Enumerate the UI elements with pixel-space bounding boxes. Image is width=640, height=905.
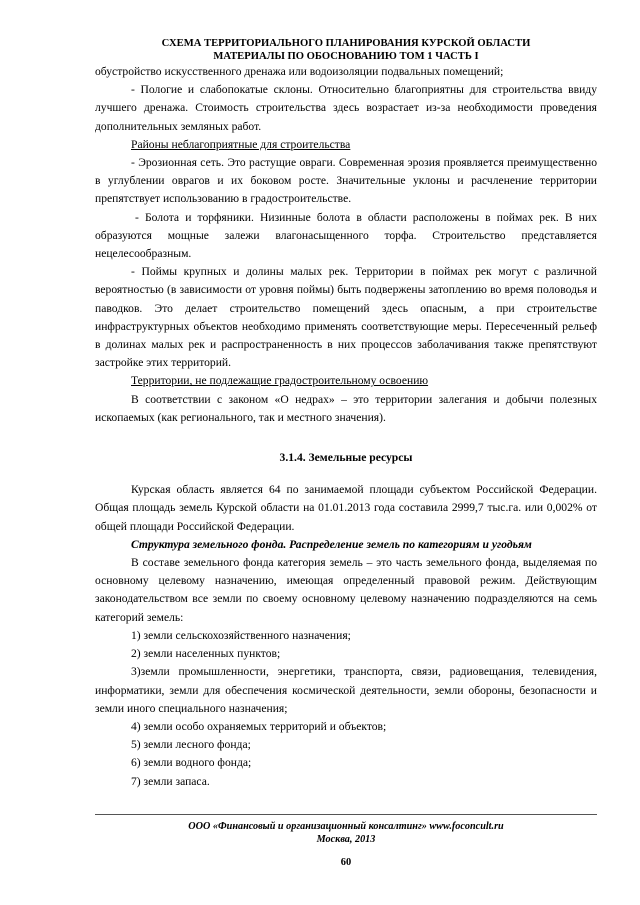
- subheading-structure: Структура земельного фонда. Распределение земель по категориям и угодьям: [131, 537, 532, 551]
- footer-city-year: Москва, 2013: [316, 834, 376, 845]
- section-title: 3.1.4. Земельные ресурсы: [279, 451, 413, 465]
- paragraph: - Поймы крупных и долины малых рек. Территории в поймах рек могут с различной вероятностью (в зависимости от уровня поймы) быть подвержены затоплению во время половодья и паводков. Это делает строительство помещений здесь опасным, а при строительстве инфраструктурных объектов необходимо применять соответствующие меры. Пересеченный рельеф в долинах малых рек и распространенность в них процессов заболачивания также препятствуют застройке этих территорий.: [95, 265, 597, 370]
- list-item: 2) земли населенных пунктов;: [131, 647, 281, 661]
- paragraph: - Эрозионная сеть. Это растущие овраги. Современная эрозия проявляется преимущественно в углублении оврагов и их боковом росте. Значительные уклоны и расчленение территории препятствует использованию в градостроительстве.: [95, 156, 597, 206]
- paragraph: В соответствии с законом «О недрах» – это территории залегания и добычи полезных ископаемых (как регионального, так и местного значения).: [95, 392, 597, 424]
- page-footer: [95, 820, 597, 846]
- list-item: 4) земли особо охраняемых территорий и объектов;: [131, 719, 387, 733]
- paragraph: - Пологие и слабопокатые склоны. Относительно благоприятны для строительства ввиду лучшего дренажа. Стоимость строительства здесь возрастает из-за необходимости проведения дополнительных земляных работ.: [95, 83, 597, 133]
- page-body: [95, 63, 597, 791]
- list-item: 3)земли промышленности, энергетики, транспорта, связи, радиовещания, телевидения, информатики, земли для обеспечения космической деятельности, земли обороны, безопасности и земли иного специального назначения;: [95, 665, 597, 715]
- paragraph: Курская область является 64 по занимаемой площади субъектом Российской Федерации. Общая площадь земель Курской области на 01.01.2013 года составила 2999,7 тыс.га. или 0,002% от общей площади Российской Федерации.: [95, 483, 597, 533]
- footer-divider: [95, 814, 597, 815]
- subheading-not-subject: Территории, не подлежащие градостроительному освоению: [131, 374, 429, 388]
- subheading-unfavorable: Районы неблагоприятные для строительства: [131, 137, 351, 151]
- footer-company: ООО «Финансовый и организационный консалтинг» www.foconcult.ru: [188, 821, 504, 832]
- list-item: 5) земли лесного фонда;: [131, 738, 251, 752]
- list-item: 7) земли запаса.: [131, 774, 210, 788]
- header-title: СХЕМА ТЕРРИТОРИАЛЬНОГО ПЛАНИРОВАНИЯ КУРСКОЙ ОБЛАСТИ: [161, 38, 531, 49]
- header-subtitle: МАТЕРИАЛЫ ПО ОБОСНОВАНИЮ ТОМ 1 ЧАСТЬ I: [213, 50, 479, 62]
- list-item: 6) земли водного фонда;: [131, 756, 252, 770]
- page-header: [95, 38, 597, 63]
- paragraph: - Болота и торфяники. Низинные болота в области расположены в поймах рек. В них образуются мощные залежи влагонасыщенного торфа. Строительство представляется нецелесообразным.: [95, 210, 597, 261]
- list-item: 1) земли сельскохозяйственного назначения;: [131, 628, 351, 642]
- paragraph: обустройство искусственного дренажа или водоизоляции подвальных помещений;: [95, 65, 504, 78]
- page-number: 60: [340, 857, 352, 868]
- paragraph: В составе земельного фонда категория земель – это часть земельного фонда, выделяемая по основному целевому назначению, имеющая определенный правовой режим. Действующим законодательством все земли по своему основному целевому назначению подразделяются на семь категорий земель:: [95, 556, 597, 624]
